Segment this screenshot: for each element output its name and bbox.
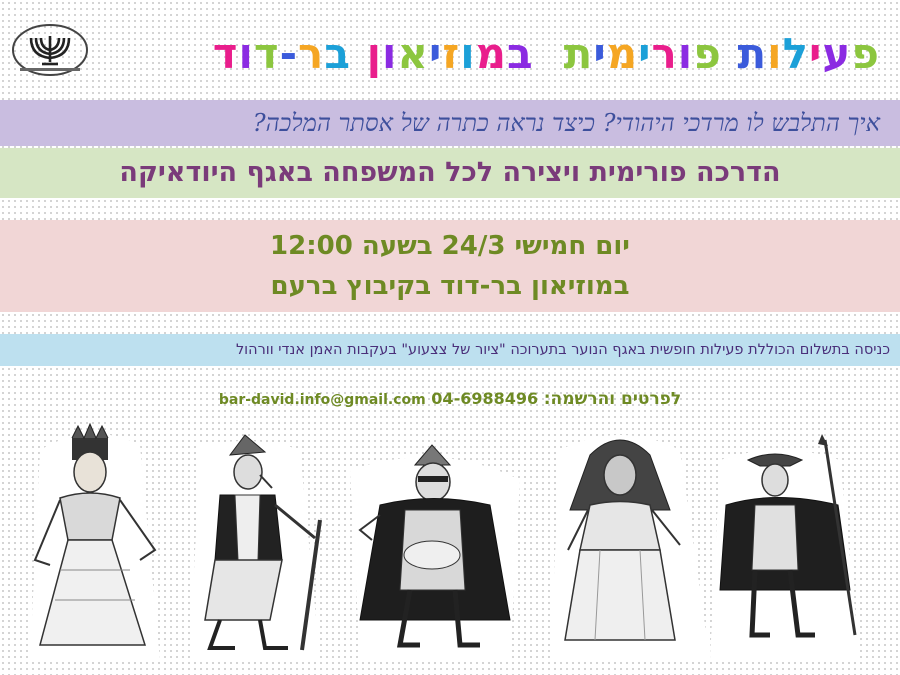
menorah-icon [10, 22, 90, 78]
title-part: פעילות פורימית [563, 29, 880, 78]
guide-text: הדרכה פורימית ויצירה לכל המשפחה באגף היודאיקה [119, 157, 781, 188]
museum-logo [10, 22, 90, 78]
contact-phone: 04-6988496 [431, 389, 539, 408]
guard-puppet [710, 434, 860, 660]
page-title [100, 26, 880, 82]
event-location: במוזיאון בר-דוד בקיבוץ ברעם [270, 271, 630, 301]
contact-email[interactable]: bar-david.info@gmail.com [218, 392, 426, 408]
contact-label: לפרטים והרשמה: [543, 389, 682, 409]
entry-text: כניסה בתשלום הכוללת פעילות חופשית באגף הנוער בתערוכה "ציור של צצעוע" בעקבות האמן אנדי וורהול [235, 342, 890, 358]
event-date-time: יום חמישי 24/3 בשעה 12:00 [270, 231, 630, 261]
mordechai-puppet [190, 435, 320, 660]
question-text: איך התלבש לו מרדכי היהודי? כיצד נראה כתרה של אסתר המלכה? [252, 109, 880, 137]
title-part: במוזיאון בר-דוד [212, 29, 534, 78]
king-puppet [350, 445, 520, 660]
queen-puppet [30, 424, 160, 660]
old-woman-puppet [550, 435, 710, 660]
puppets-illustration [20, 420, 880, 670]
contact-line [0, 385, 900, 413]
